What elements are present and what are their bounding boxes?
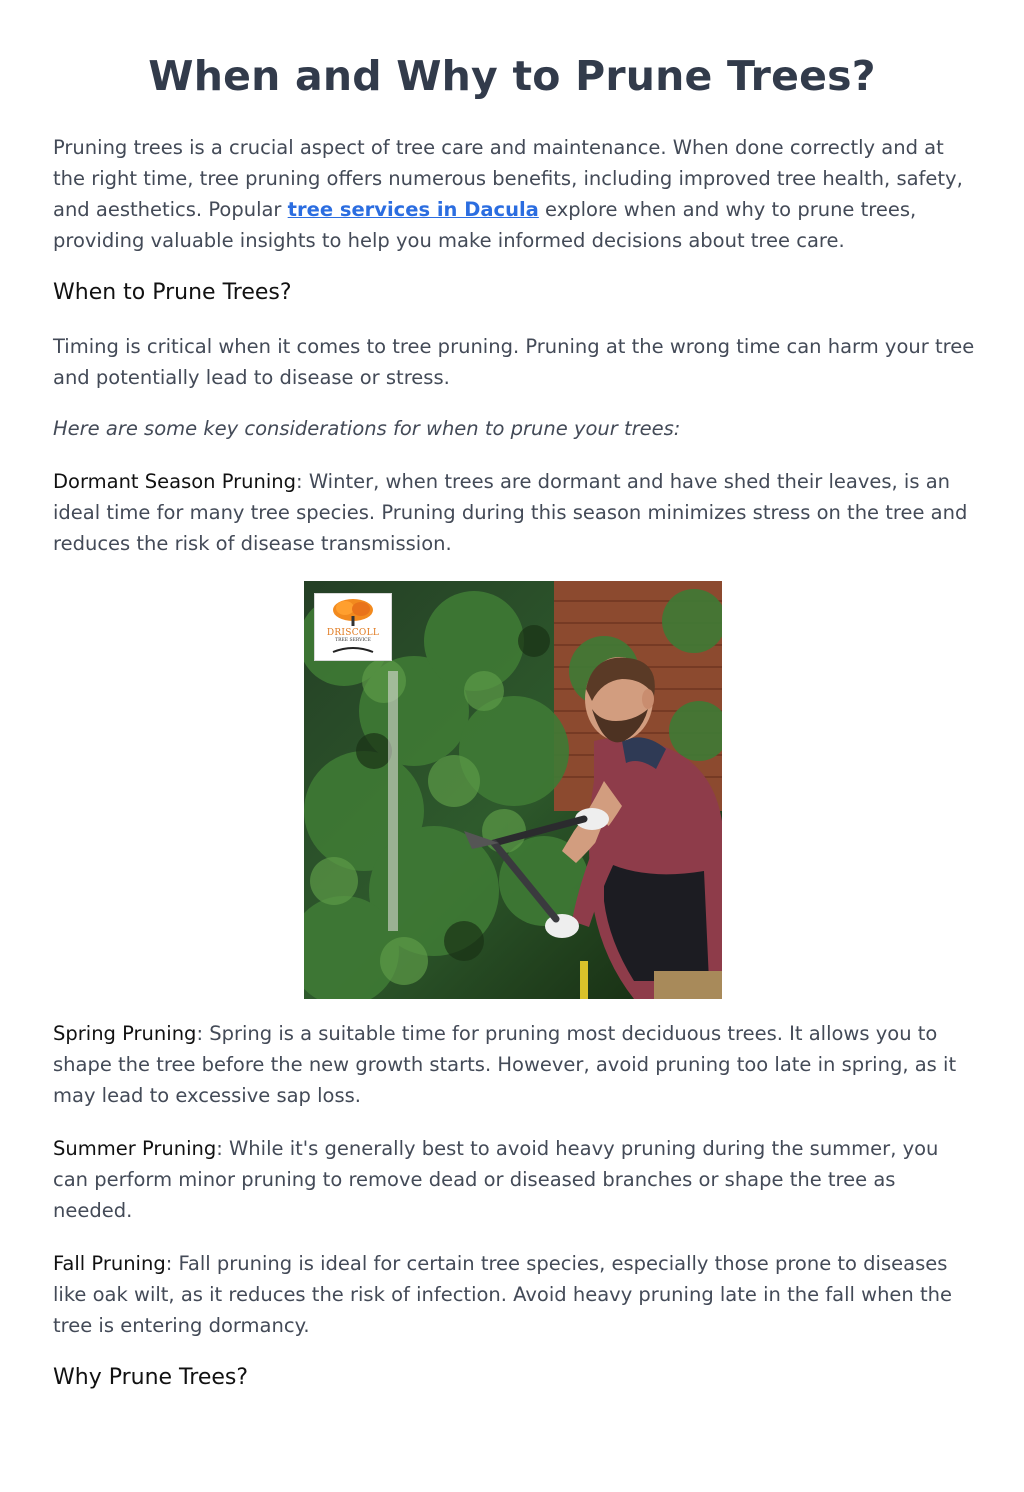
timing-paragraph: Timing is critical when it comes to tree pruning. Pruning at the wrong time can harm your tree and potentially lead to disease or stress. [53, 335, 975, 389]
spring-pruning-paragraph [53, 1018, 978, 1111]
driscoll-logo [314, 593, 392, 661]
tree-services-link[interactable]: tree services in Dacula [287, 198, 539, 221]
dormant-pruning-paragraph [53, 466, 978, 559]
tree-logo-icon [315, 594, 391, 660]
fall-pruning-paragraph [53, 1248, 978, 1341]
intro-paragraph [53, 132, 978, 256]
summer-pruning-text: : While it's generally best to avoid heavy pruning during the summer, you can perform minor pruning to remove dead or diseased branches or shape the tree as needed. [53, 1137, 939, 1222]
spring-pruning-text: : Spring is a suitable time for pruning most deciduous trees. It allows you to shape the tree before the new growth starts. However, avoid pruning too late in spring, as it may lead to excessive sap loss. [53, 1022, 957, 1107]
intro-text-before-link: Pruning trees is a crucial aspect of tree care and maintenance. When done correctly and at the right time, tree pruning offers numerous benefits, including improved tree health, safety, and aesthetics. Popular [53, 136, 963, 221]
dormant-pruning-text: : Winter, when trees are dormant and have shed their leaves, is an ideal time for many tree species. Pruning during this season minimizes stress on the tree and reduces the risk of disease transmission. [53, 470, 968, 555]
why-prune-heading: Why Prune Trees? [53, 1365, 249, 1390]
fall-pruning-text: : Fall pruning is ideal for certain tree species, especially those prone to diseases like oak wilt, as it reduces the risk of infection. Avoid heavy pruning late in the fall when the tree is entering dormancy. [53, 1252, 952, 1337]
summer-pruning-label: Summer Pruning [53, 1137, 217, 1160]
logo-subtitle: TREE SERVICE [335, 638, 371, 643]
logo-wordmark: DRISCOLL [326, 628, 380, 638]
intro-text-after-link: explore when and why to prune trees, providing valuable insights to help you make informed decisions about tree care. [53, 198, 917, 252]
page-title: When and Why to Prune Trees? [148, 52, 876, 100]
pruning-photo [304, 581, 722, 999]
summer-pruning-paragraph [53, 1133, 978, 1226]
when-to-prune-heading: When to Prune Trees? [53, 280, 292, 305]
dormant-pruning-label: Dormant Season Pruning [53, 470, 297, 493]
fall-pruning-label: Fall Pruning [53, 1252, 166, 1275]
considerations-paragraph: Here are some key considerations for when to prune your trees: [53, 417, 681, 440]
spring-pruning-label: Spring Pruning [53, 1022, 197, 1045]
